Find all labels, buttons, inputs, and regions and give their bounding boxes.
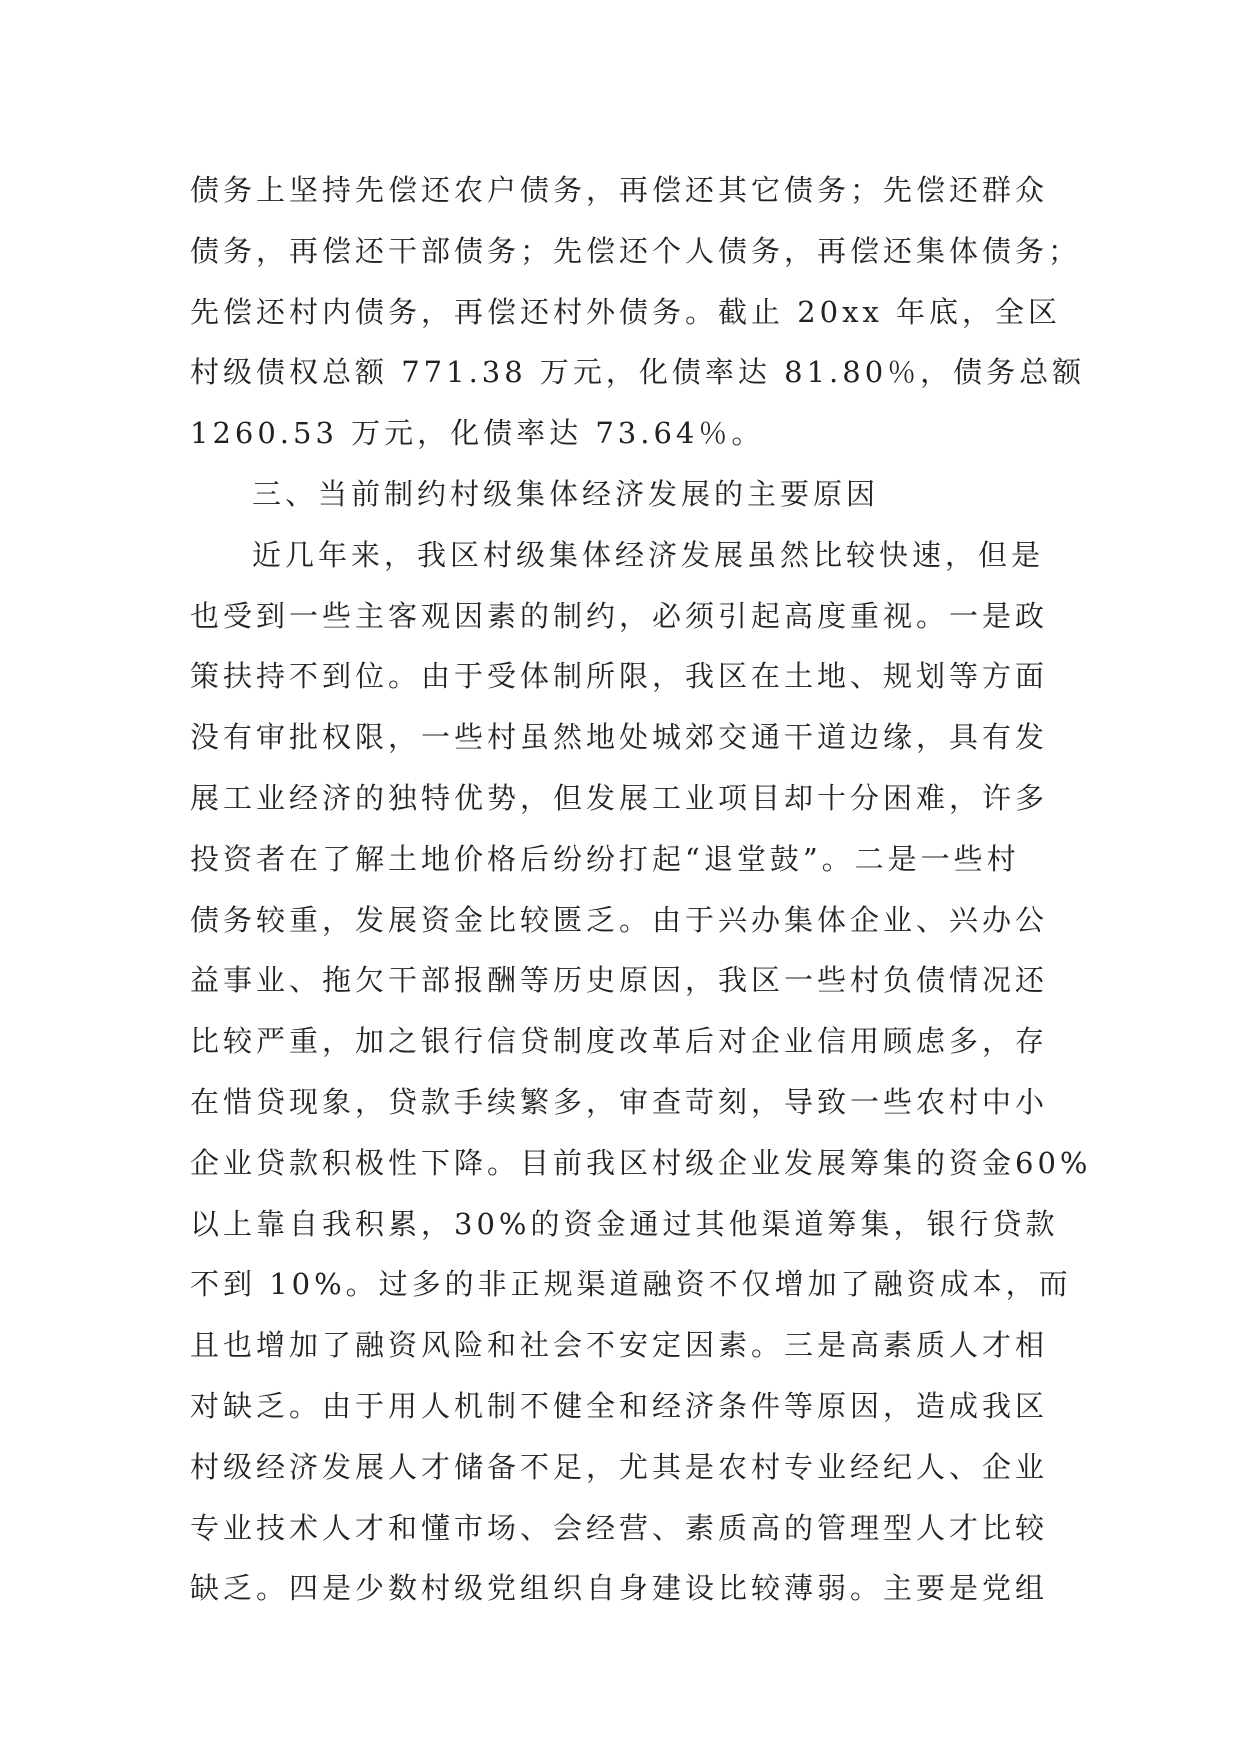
text-line: 不到 10%。过多的非正规渠道融资不仅增加了融资成本，而 — [190, 1267, 1072, 1302]
text-line: 先偿还村内债务，再偿还村外债务。截止 20xx 年底，全区 — [190, 294, 1062, 329]
text-line: 投资者在了解土地价格后纷纷打起“退堂鼓”。二是一些村 — [190, 841, 1020, 876]
text-line: 缺乏。四是少数村级党组织自身建设比较薄弱。主要是党组 — [190, 1571, 1049, 1606]
text-line: 债务较重，发展资金比较匮乏。由于兴办集体企业、兴办公 — [190, 902, 1049, 937]
text-line: 村级经济发展人才储备不足，尤其是农村专业经纪人、企业 — [190, 1449, 1049, 1484]
text-line: 债务上坚持先偿还农户债务，再偿还其它债务；先偿还群众 — [190, 173, 1049, 207]
text-line: 且也增加了融资风险和社会不安定因素。三是高素质人才相 — [190, 1328, 1049, 1363]
paragraph-first-line: 近几年来，我区村级集体经济发展虽然比较快速，但是 — [252, 537, 1045, 572]
text-line: 专业技术人才和懂市场、会经营、素质高的管理型人才比较 — [190, 1510, 1049, 1545]
text-line: 策扶持不到位。由于受体制所限，我区在土地、规划等方面 — [190, 659, 1049, 694]
text-line: 对缺乏。由于用人机制不健全和经济条件等原因，造成我区 — [190, 1388, 1049, 1423]
text-line: 益事业、拖欠干部报酬等历史原因，我区一些村负债情况还 — [190, 963, 1049, 998]
text-line: 在惜贷现象，贷款手续繁多，审查苛刻，导致一些农村中小 — [190, 1084, 1049, 1119]
text-line: 以上靠自我积累，30%的资金通过其他渠道筹集，银行贷款 — [190, 1206, 1059, 1241]
text-line: 比较严重，加之银行信贷制度改革后对企业信用顾虑多，存 — [190, 1024, 1049, 1059]
text-line: 企业贷款积极性下降。目前我区村级企业发展筹集的资金60% — [190, 1145, 1092, 1180]
text-line: 1260.53 万元，化债率达 73.64％。 — [190, 416, 765, 451]
text-line: 展工业经济的独特优势，但发展工业项目却十分困难，许多 — [190, 780, 1049, 815]
text-line: 村级债权总额 771.38 万元，化债率达 81.80％，债务总额 — [190, 355, 1086, 390]
document-body — [190, 160, 1092, 1619]
text-line: 没有审批权限，一些村虽然地处城郊交通干道边缘，具有发 — [190, 720, 1049, 755]
text-line: 债务，再偿还干部债务；先偿还个人债务，再偿还集体债务； — [190, 233, 1082, 268]
text-line: 也受到一些主客观因素的制约，必须引起高度重视。一是政 — [190, 598, 1049, 633]
section-heading: 三、当前制约村级集体经济发展的主要原因 — [252, 476, 880, 511]
